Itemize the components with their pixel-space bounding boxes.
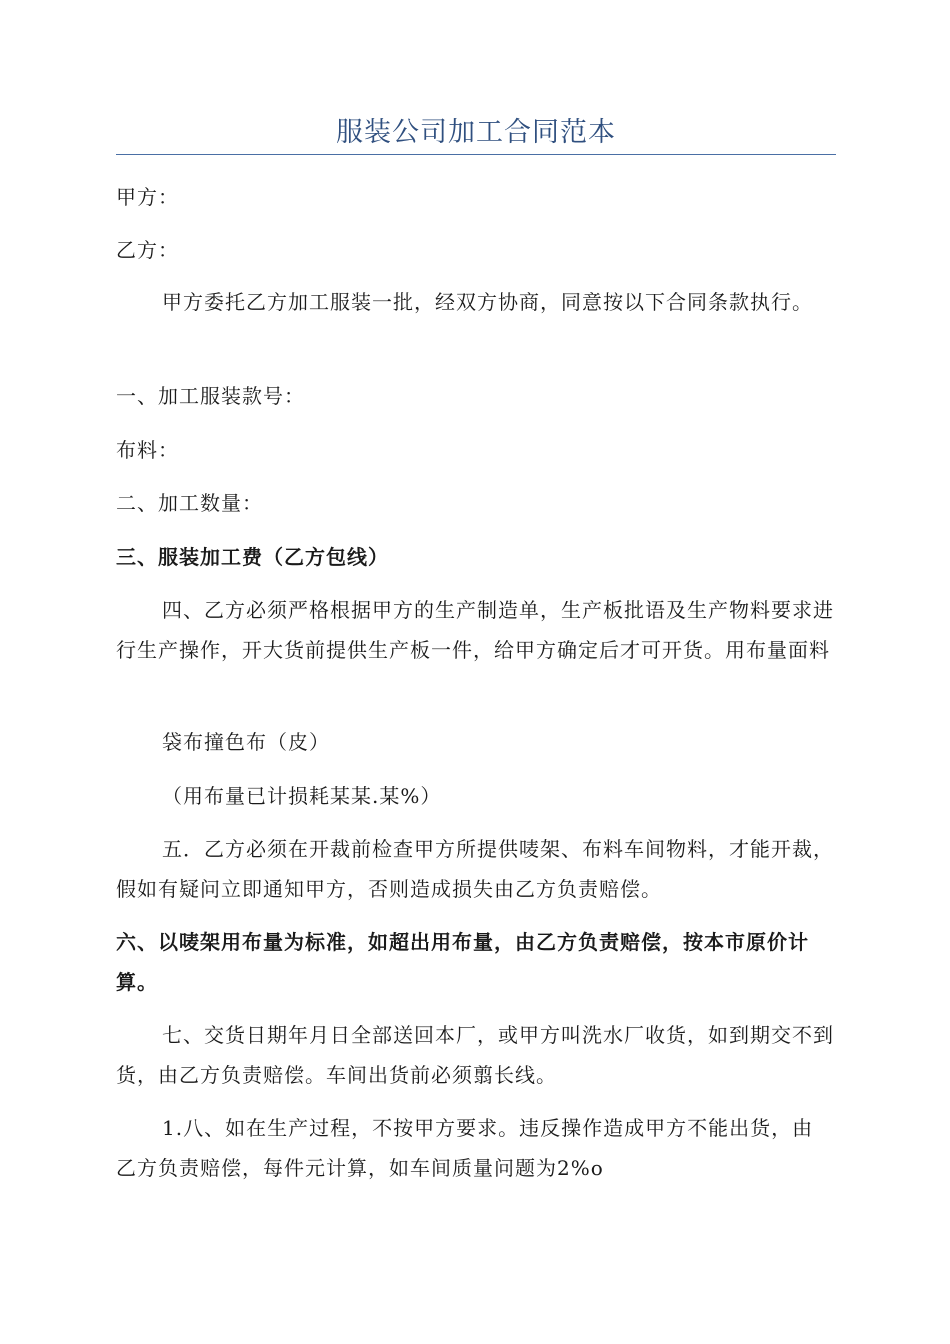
clause-8: 1.八、如在生产过程，不按甲方要求。违反操作造成甲方不能出货，由乙方负责赔偿，每件元计算，如车间质量问题为2%o	[116, 1116, 814, 1180]
clause-5: 五．乙方必须在开裁前检查甲方所提供唛架、布料车间物料，才能开裁，假如有疑问立即通知甲方，否则造成损失由乙方负责赔偿。	[116, 837, 834, 901]
intro-paragraph: 甲方委托乙方加工服装一批，经双方协商，同意按以下合同条款执行。	[162, 290, 813, 314]
clause-2: 二、加工数量：	[116, 491, 263, 515]
party-a-label: 甲方：	[116, 185, 179, 209]
clause-3: 三、服装加工费（乙方包线）	[116, 545, 389, 569]
pocket-fabric-line: 袋布撞色布（皮）	[162, 730, 330, 754]
document-title: 服装公司加工合同范本	[336, 117, 616, 148]
usage-note: （用布量已计损耗某某.某%）	[162, 784, 442, 808]
clause-7: 七、交货日期年月日全部送回本厂，或甲方叫洗水厂收货，如到期交不到货，由乙方负责赔偿。车间出货前必须翦长线。	[116, 1023, 834, 1087]
party-b-label: 乙方：	[116, 238, 179, 262]
title-underline	[116, 154, 836, 155]
clause-4: 四、乙方必须严格根据甲方的生产制造单，生产板批语及生产物料要求进行生产操作，开大货前提供生产板一件，给甲方确定后才可开货。用布量面料	[116, 598, 834, 662]
clause-6: 六、以唛架用布量为标准，如超出用布量，由乙方负责赔偿，按本市原价计算。	[116, 930, 809, 994]
fabric-label: 布料：	[116, 438, 179, 462]
clause-1: 一、加工服装款号：	[116, 384, 305, 408]
